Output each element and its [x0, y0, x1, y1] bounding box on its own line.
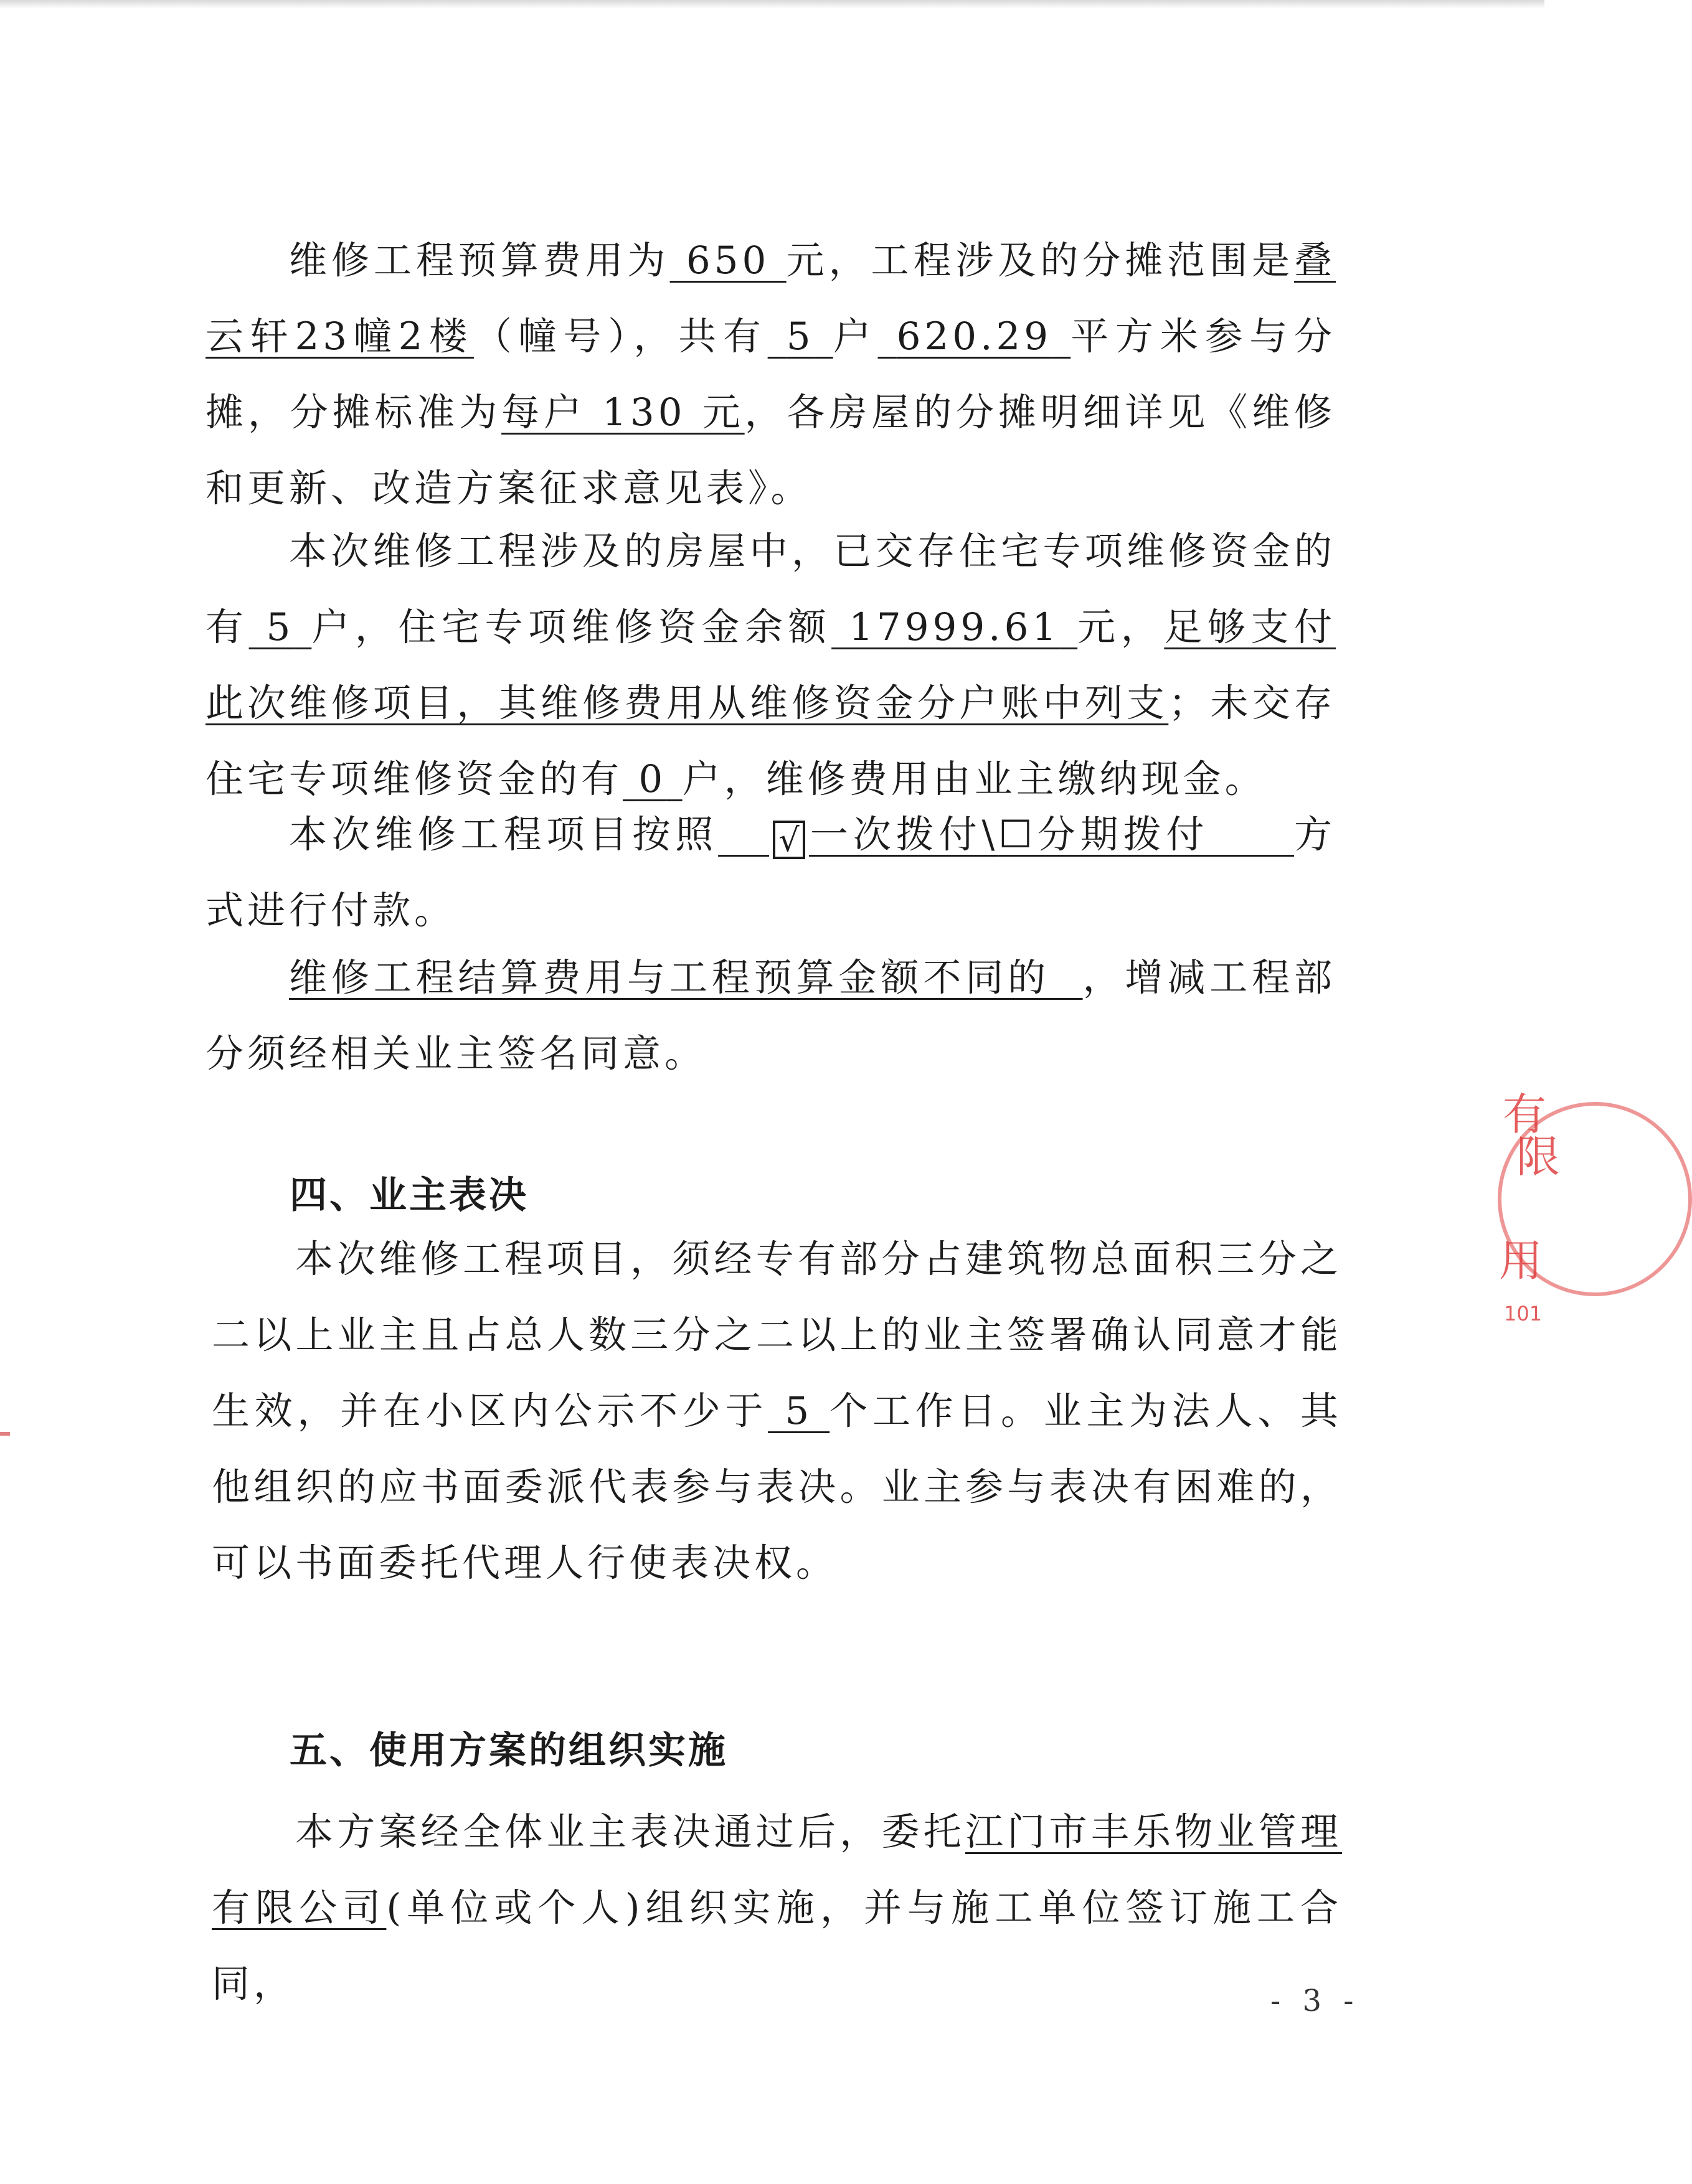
text: 方式进行付款。 [206, 812, 1336, 933]
payment-method-options [718, 812, 1294, 857]
fund-sufficiency: 足够支付此次维修项目，其维修费用从维修资金分户账中列支 [206, 605, 1336, 725]
text: 户，维修费用由业主缴纳现金。 [682, 757, 1267, 801]
text: 维修工程预算费用为 [289, 238, 670, 283]
allocation-standard: 每户 130 元 [501, 390, 745, 435]
text: 元， [1077, 605, 1165, 649]
seal-char: 101 [1504, 1302, 1543, 1325]
settlement-paragraph [206, 940, 1336, 1092]
seal-char: 有 [1503, 1089, 1546, 1140]
area-value: 620.29 [896, 314, 1052, 359]
seal-char: 用 [1499, 1235, 1543, 1286]
scan-mark [0, 1432, 10, 1436]
text: 本次维修工程项目，须经专有部分占建筑物总面积三分之二以上业主且占总人数三分之二以上的业主签署确认同意才能生效，并在小区内公示不少于 [212, 1237, 1342, 1433]
text: ；未交存住宅专项维修资金的有 [206, 681, 1336, 801]
budget-amount: 650 [686, 238, 770, 283]
text: 本方案经全体业主表决通过后，委托 [295, 1810, 965, 1854]
text: ，各房屋的分摊明细详见《维修和更新、改造方案征求意见表》。 [206, 390, 1336, 511]
implementation-paragraph [212, 1794, 1342, 2022]
text: ，增减工程部分须经相关业主签名同意。 [206, 956, 1336, 1076]
text: (单位或个人)组织实施，并与施工单位签订施工合同， [212, 1886, 1342, 2006]
lump-sum-checkbox: √ [773, 821, 805, 859]
option-installment: 分期拨付 [1036, 812, 1209, 857]
household-count: 5 [786, 314, 815, 359]
text: （幢号），共有 [473, 314, 768, 359]
scan-edge [0, 0, 1544, 9]
contractor-company: 江门市丰乐物业管理有限公司 [212, 1810, 1342, 1930]
fund-balance: 17999.61 [849, 605, 1061, 649]
section-heading-owner-vote: 四、业主表决 [290, 1174, 529, 1217]
text: 户 [833, 314, 878, 359]
page-number: - 3 - [1270, 1984, 1360, 2018]
settlement-condition: 维修工程结算费用与工程预算金额不同的 [289, 956, 1050, 1000]
seal-char: 限 [1516, 1131, 1560, 1182]
section-heading-implementation: 五、使用方案的组织实施 [290, 1729, 728, 1772]
text: 个工作日。业主为法人、其他组织的应书面委派代表参与表决。业主参与表决有困难的，可以书面委托代理人行使表决权。 [212, 1389, 1343, 1585]
payment-method-paragraph [206, 797, 1336, 949]
text: 平方米参与分摊，分摊标准为 [206, 314, 1336, 435]
owner-vote-paragraph [212, 1221, 1342, 1601]
option-lump-sum: 一次拨付\ [809, 812, 999, 857]
allocation-scope: 叠云轩23幢2楼 [206, 238, 1336, 359]
unpaid-household-count: 0 [638, 757, 667, 801]
budget-paragraph [206, 223, 1336, 527]
installment-checkbox: ☐ [998, 812, 1036, 857]
publicity-days: 5 [785, 1389, 813, 1433]
text: 本次维修工程涉及的房屋中，已交存住宅专项维修资金的有 [206, 529, 1336, 649]
text: 户，住宅专项维修资金余额 [311, 605, 832, 649]
official-seal-stamp [1491, 1077, 1560, 1351]
text: 本次维修工程项目按照 [289, 812, 719, 857]
fund-paragraph [206, 514, 1336, 817]
text: 元，工程涉及的分摊范围是 [786, 238, 1294, 283]
paid-household-count: 5 [266, 605, 295, 649]
